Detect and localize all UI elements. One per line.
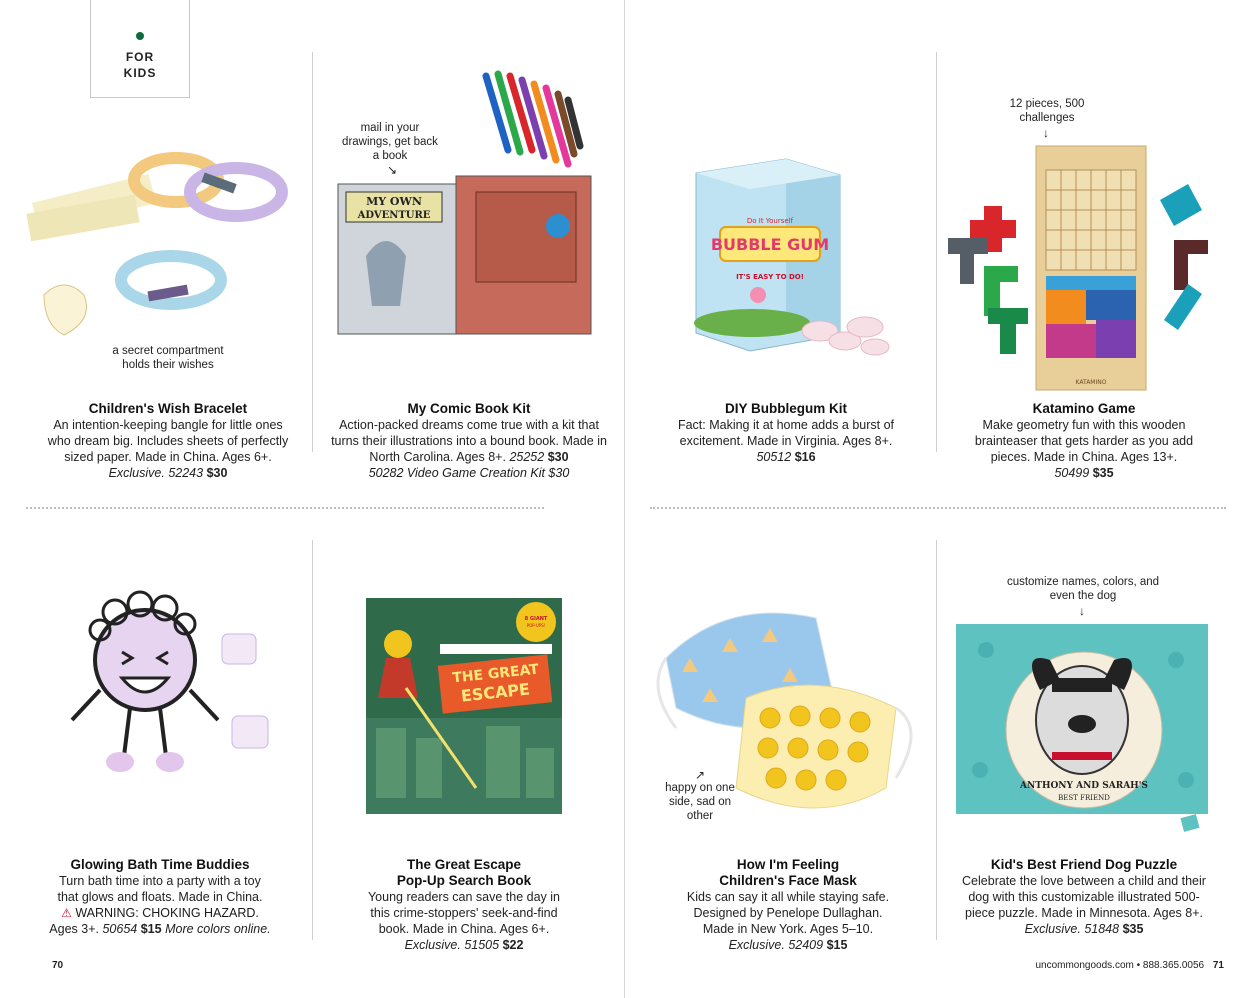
section-dot-icon [136, 32, 144, 40]
exclusive-label: Exclusive. [108, 466, 165, 480]
col-divider [936, 52, 937, 452]
footer-site-link[interactable]: uncommongoods.com [1035, 960, 1134, 971]
product-sku: 52243 [168, 466, 204, 480]
product-name-line2[interactable]: Pop-Up Search Book [396, 873, 532, 888]
svg-text:THE GREAT: THE GREAT [451, 661, 540, 687]
exclusive-label: Exclusive. [728, 938, 785, 952]
product-description: Fact: Making it at home adds a burst of excitement. Made in Virginia. Ages 8+. [677, 418, 895, 448]
product-great-escape [324, 857, 604, 953]
product-name[interactable]: Kid's Best Friend Dog Puzzle [990, 857, 1178, 872]
katamino-game-image [944, 140, 1228, 395]
col-divider [936, 540, 937, 940]
footer-separator: • [1136, 960, 1141, 971]
product-ages: Ages 3+. [49, 922, 99, 936]
product-description: Young readers can save the day in this crime-stoppers' seek-and-find book. Made in China. Ages 6+. [367, 890, 561, 936]
katamino-callout: 12 pieces, 500 challenges [1009, 98, 1085, 124]
more-colors-note: More colors online. [165, 922, 271, 936]
product-sku: 25252 [509, 450, 545, 464]
warning-text: WARNING: CHOKING HAZARD. [75, 906, 259, 920]
product-sku: 50512 [756, 450, 792, 464]
col-divider [312, 52, 313, 452]
svg-text:BEST FRIEND: BEST FRIEND [1058, 794, 1110, 802]
footer-phone[interactable]: 888.365.0056 [1142, 960, 1205, 971]
product-description: Make geometry fun with this wooden brainteaser that gets harder as you add pieces. Made in China. Ages 13+. [974, 418, 1194, 464]
product-price: $35 [1092, 466, 1114, 480]
product-name[interactable]: DIY Bubblegum Kit [724, 401, 847, 416]
arrow-down-icon: ↘ [386, 163, 398, 177]
svg-text:KATAMINO: KATAMINO [1075, 379, 1107, 386]
svg-text:ANTHONY AND SARAH'S: ANTHONY AND SARAH'S [1020, 781, 1148, 791]
exclusive-label: Exclusive. [404, 938, 461, 952]
product-description: An intention-keeping bangle for little ones who dream big. Includes sheets of perfectly sized paper. Made in China. Ages 6+. [47, 418, 289, 464]
comic-book-kit-image [336, 66, 598, 341]
product-price: $16 [794, 450, 816, 464]
svg-text:BUBBLE GUM: BUBBLE GUM [710, 235, 830, 254]
svg-text:8 GIANT: 8 GIANT [524, 616, 548, 622]
col-divider [312, 540, 313, 940]
product-sku: 50499 [1054, 466, 1090, 480]
svg-text:Do It Yourself: Do It Yourself [746, 217, 794, 225]
great-escape-book-image [366, 598, 564, 816]
svg-text:ESCAPE: ESCAPE [460, 679, 531, 706]
comic-book-callout: mail in your drawings, get back a book [342, 122, 438, 162]
product-name[interactable]: Glowing Bath Time Buddies [70, 857, 250, 872]
product-bubblegum-kit [646, 401, 926, 465]
dog-puzzle-callout: customize names, colors, and even the dog [1006, 576, 1160, 602]
product-name-line1[interactable]: The Great Escape [406, 857, 522, 872]
product-name[interactable]: Katamino Game [1032, 401, 1136, 416]
page-spine [624, 0, 625, 998]
product-price: $15 [826, 938, 848, 952]
arrow-down-icon: ↓ [1043, 126, 1049, 140]
product-name-line1[interactable]: How I'm Feeling [736, 857, 840, 872]
product-sku: 51505 [464, 938, 500, 952]
wish-bracelet-callout: a secret compartment holds their wishes [112, 345, 224, 371]
product-price: $22 [502, 938, 524, 952]
svg-text:POP-UPS!: POP-UPS! [526, 623, 546, 628]
product-price: $30 [206, 466, 228, 480]
product-price: $30 [547, 450, 569, 464]
wish-bracelet-image [26, 140, 296, 350]
section-label: FOR KIDS [123, 50, 157, 80]
product-wish-bracelet [28, 401, 308, 481]
product-dog-puzzle [944, 857, 1224, 937]
row-divider-left [26, 507, 544, 509]
product-description: Turn bath time into a party with a toy that glows and floats. Made in China. [57, 874, 263, 904]
svg-text:IT'S EASY TO DO!: IT'S EASY TO DO! [736, 273, 804, 281]
product-sku: 52409 [788, 938, 824, 952]
arrow-up-icon: ↗ [694, 768, 706, 782]
bubblegum-kit-image [690, 155, 920, 365]
product-name[interactable]: Children's Wish Bracelet [88, 401, 248, 416]
bath-buddies-image [60, 590, 275, 790]
product-description: Kids can say it all while staying safe. Designed by Penelope Dullaghan. Made in New York. Ages 5–10. [686, 890, 890, 936]
product-description: Action-packed dreams come true with a kit that turns their illustrations into a bound book. Made in North Carolina. Ages 8+. [331, 418, 607, 464]
dog-puzzle-image [956, 620, 1212, 836]
product-name-line2[interactable]: Children's Face Mask [719, 873, 857, 888]
related-product: 50282 Video Game Creation Kit $30 [368, 466, 570, 480]
product-sku: 51848 [1084, 922, 1120, 936]
face-mask-callout: happy on one side, sad on other [665, 782, 735, 822]
product-price: $15 [140, 922, 162, 936]
footer [1035, 960, 1224, 971]
section-tab [90, 0, 190, 98]
svg-text:MY OWN: MY OWN [366, 195, 422, 208]
page-number-right: 71 [1212, 960, 1224, 971]
product-description: Celebrate the love between a child and their dog with this customizable illustrated 500-piece puzzle. Made in Minnesota. Ages 8+. [962, 874, 1206, 920]
product-katamino [944, 401, 1224, 481]
warning-icon: ⚠ [61, 906, 72, 920]
product-price: $35 [1122, 922, 1144, 936]
svg-text:ADVENTURE: ADVENTURE [357, 210, 431, 221]
product-comic-book-kit [324, 401, 614, 481]
product-bath-buddies [20, 857, 300, 937]
arrow-down-icon: ↓ [1079, 604, 1085, 618]
row-divider-right [650, 507, 1226, 509]
product-face-mask [648, 857, 928, 953]
product-sku: 50654 [102, 922, 138, 936]
exclusive-label: Exclusive. [1024, 922, 1081, 936]
product-name[interactable]: My Comic Book Kit [407, 401, 531, 416]
page-number-left: 70 [52, 960, 64, 971]
